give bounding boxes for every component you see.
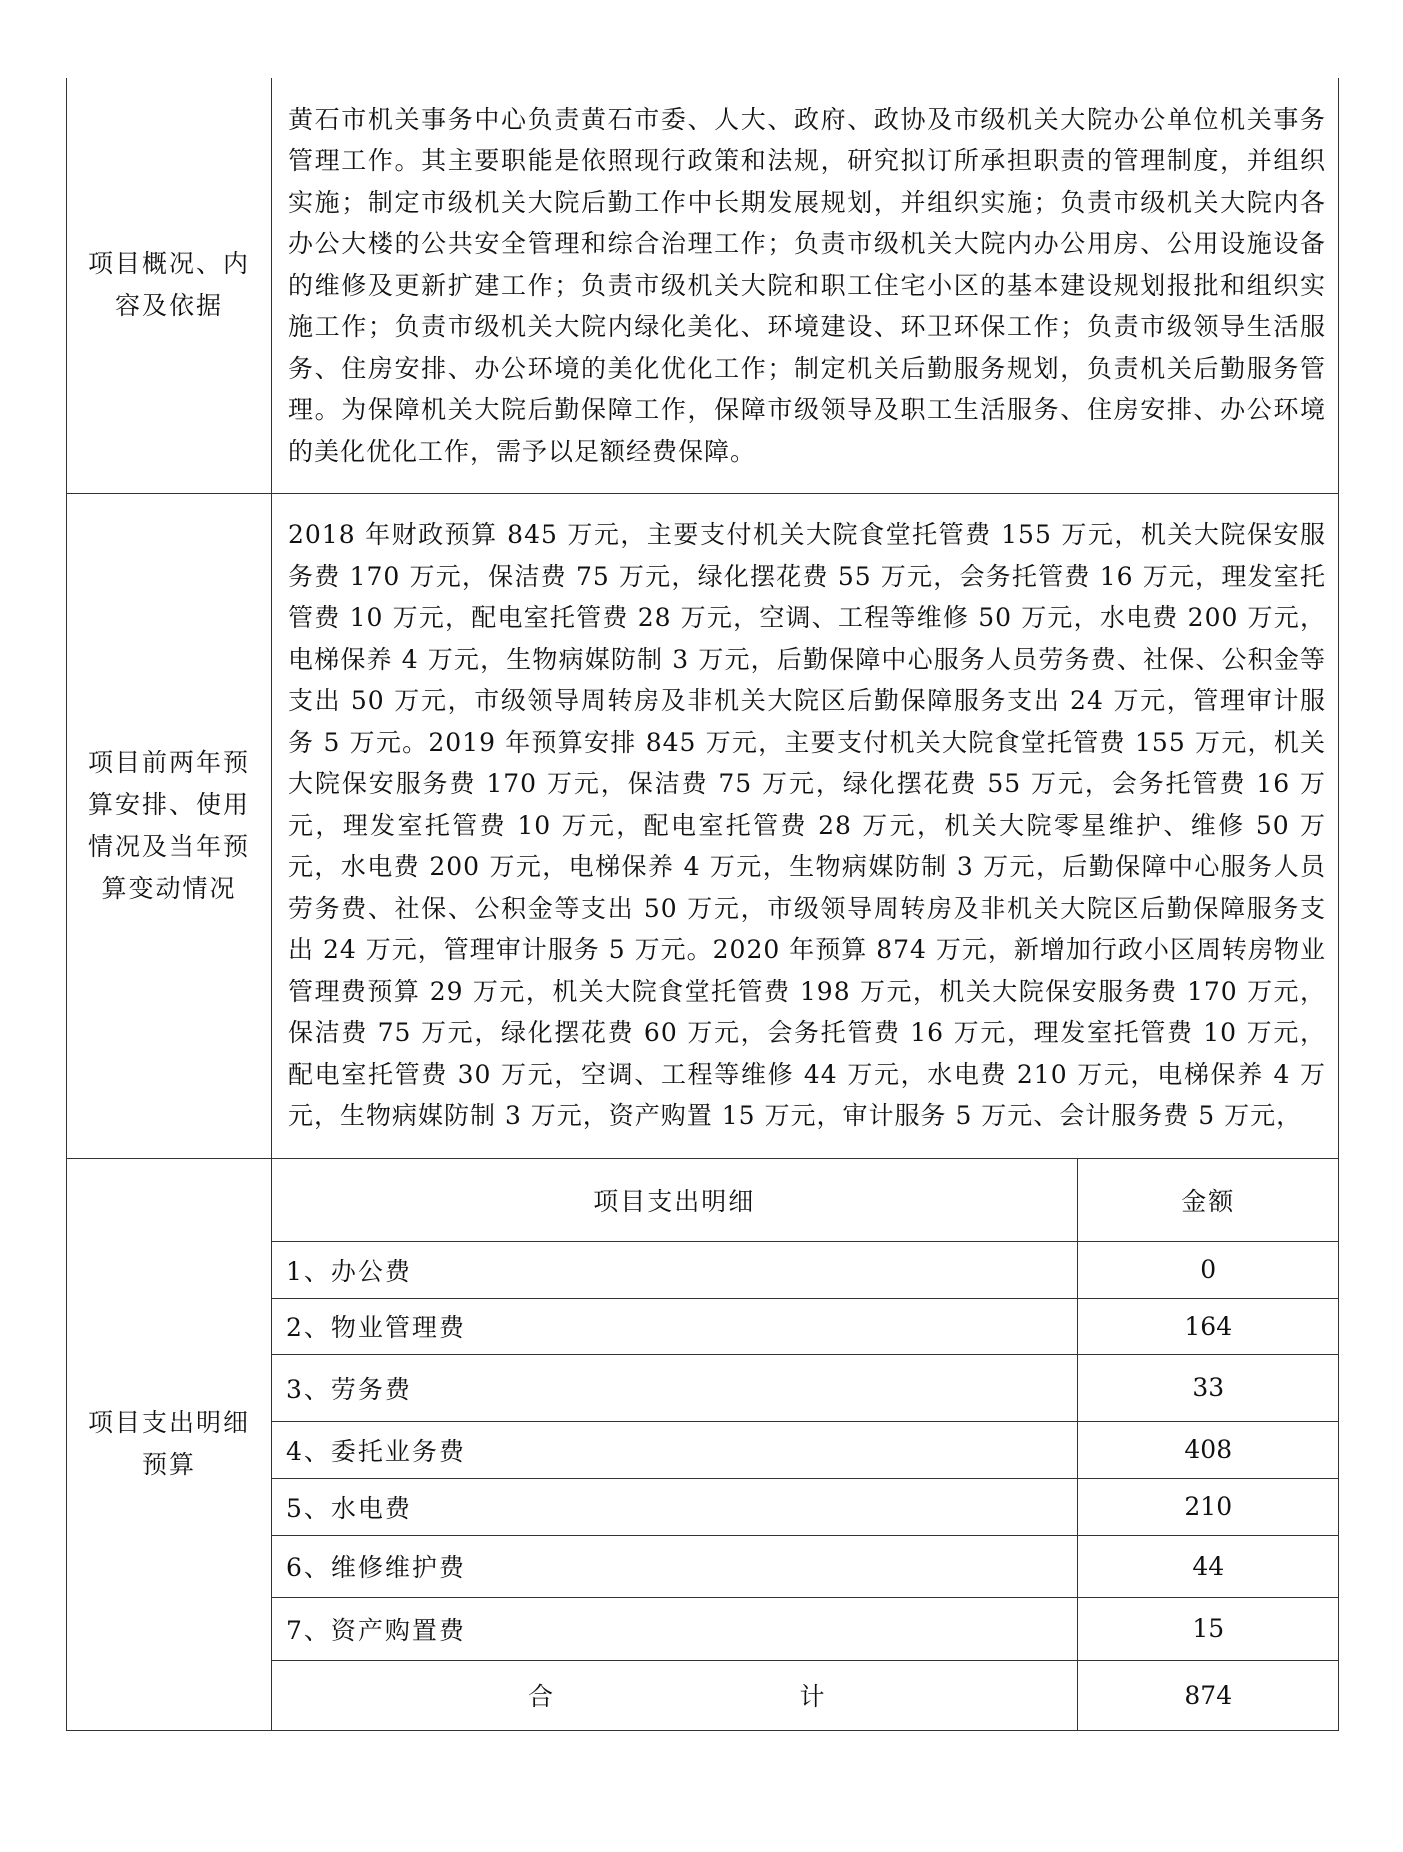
overview-content-cell — [272, 78, 1339, 493]
expense-item-amount: 0 — [1077, 1241, 1339, 1298]
expense-item-amount: 44 — [1077, 1535, 1339, 1597]
detail-table-cell — [272, 1158, 1339, 1731]
expense-header-amount: 金额 — [1077, 1159, 1339, 1242]
expense-detail-table — [272, 1159, 1339, 1731]
expense-total-label-cell — [272, 1660, 1077, 1730]
expense-item-name: 4、委托业务费 — [272, 1421, 1077, 1478]
expense-item-name: 7、资产购置费 — [272, 1597, 1077, 1660]
expense-item-amount: 210 — [1077, 1478, 1339, 1535]
detail-label — [67, 1402, 271, 1486]
expense-total-left: 合 — [528, 1682, 556, 1712]
table-row — [272, 1241, 1339, 1298]
overview-label-cell — [67, 78, 272, 493]
table-row — [272, 1354, 1339, 1421]
table-row — [272, 1298, 1339, 1354]
history-text: 2018 年财政预算 845 万元，主要支付机关大院食堂托管费 155 万元，机关大院保安服务费 170 万元，保洁费 75 万元，绿化摆花费 55 万元，会务托管费 16 万元，理发室托管费 10 万元，配电室托管费 28 万元，空调、工程等维修 50 万元，水电费 200 万元，电梯保养 4 万元，生物病媒防制 3 万元，后勤保障中心服务人员劳务费、社保、公积金等支出 50 万元，市级领导周转房及非机关大院区后勤保障服务支出 24 万元，管理审计服务 5 万元。2019 年预算安排 845 万元，主要支付机关大院食堂托管费 155 万元，机关大院保安服务费 170 万元，保洁费 75 万元，绿化摆花费 55 万元，会务托管费 16 万元，理发室托管费 10 万元，配电室托管费 28 万元，机关大院零星维护、维修 50 万元，水电费 200 万元，电梯保养 4 万元，生物病媒防制 3 万元，后勤保障中心服务人员劳务费、社保、公积金等支出 50 万元，市级领导周转房及非机关大院区后勤保障服务支出 24 万元，管理审计服务 5 万元。2020 年预算 874 万元，新增加行政小区周转房物业管理费预算 29 万元，机关大院食堂托管费 198 万元，机关大院保安服务费 170 万元，保洁费 75 万元，绿化摆花费 60 万元，会务托管费 16 万元，理发室托管费 10 万元，配电室托管费 30 万元，空调、工程等维修 44 万元，水电费 210 万元，电梯保养 4 万元，生物病媒防制 3 万元，资产购置 15 万元，审计服务 5 万元、会计服务费 5 万元， — [288, 520, 1326, 1131]
expense-header-row — [272, 1159, 1339, 1242]
expense-item-name: 5、水电费 — [272, 1478, 1077, 1535]
history-label-cell — [67, 493, 272, 1158]
expense-item-name: 3、劳务费 — [272, 1354, 1077, 1421]
expense-total-row — [272, 1660, 1339, 1730]
budget-table — [66, 78, 1339, 1731]
history-content-cell — [272, 493, 1339, 1158]
detail-label-cell — [67, 1158, 272, 1731]
overview-row — [67, 78, 1339, 493]
detail-row — [67, 1158, 1339, 1731]
detail-label-line1: 项目支出明细 — [87, 1408, 250, 1438]
table-row — [272, 1478, 1339, 1535]
expense-item-name: 2、物业管理费 — [272, 1298, 1077, 1354]
expense-item-amount: 408 — [1077, 1421, 1339, 1478]
expense-header-item: 项目支出明细 — [272, 1159, 1077, 1242]
table-row — [272, 1535, 1339, 1597]
detail-label-line2: 预算 — [141, 1450, 196, 1480]
expense-total-amount: 874 — [1077, 1660, 1339, 1730]
expense-item-amount: 15 — [1077, 1597, 1339, 1660]
table-row — [272, 1597, 1339, 1660]
overview-text: 黄石市机关事务中心负责黄石市委、人大、政府、政协及市级机关大院办公单位机关事务管理工作。其主要职能是依照现行政策和法规，研究拟订所承担职责的管理制度，并组织实施；制定市级机关大院后勤工作中长期发展规划，并组织实施；负责市级机关大院内各办公大楼的公共安全管理和综合治理工作；负责市级机关大院内办公用房、公用设施设备的维修及更新扩建工作；负责市级机关大院和职工住宅小区的基本建设规划报批和组织实施工作；负责市级机关大院内绿化美化、环境建设、环卫环保工作；负责市级领导生活服务、住房安排、办公环境的美化优化工作；制定机关后勤服务规划，负责机关后勤服务管理。为保障机关大院后勤保障工作，保障市级领导及职工生活服务、住房安排、办公环境的美化优化工作，需予以足额经费保障。 — [288, 104, 1326, 466]
budget-document — [66, 78, 1338, 1733]
expense-item-amount: 164 — [1077, 1298, 1339, 1354]
overview-label: 项目概况、内容及依据 — [87, 249, 250, 321]
expense-total-right: 计 — [799, 1682, 827, 1712]
history-label: 项目前两年预算安排、使用情况及当年预算变动情况 — [87, 747, 250, 903]
expense-item-name: 1、办公费 — [272, 1241, 1077, 1298]
history-row — [67, 493, 1339, 1158]
expense-total-label — [272, 1677, 1077, 1713]
table-row — [272, 1421, 1339, 1478]
expense-item-name: 6、维修维护费 — [272, 1535, 1077, 1597]
expense-item-amount: 33 — [1077, 1354, 1339, 1421]
